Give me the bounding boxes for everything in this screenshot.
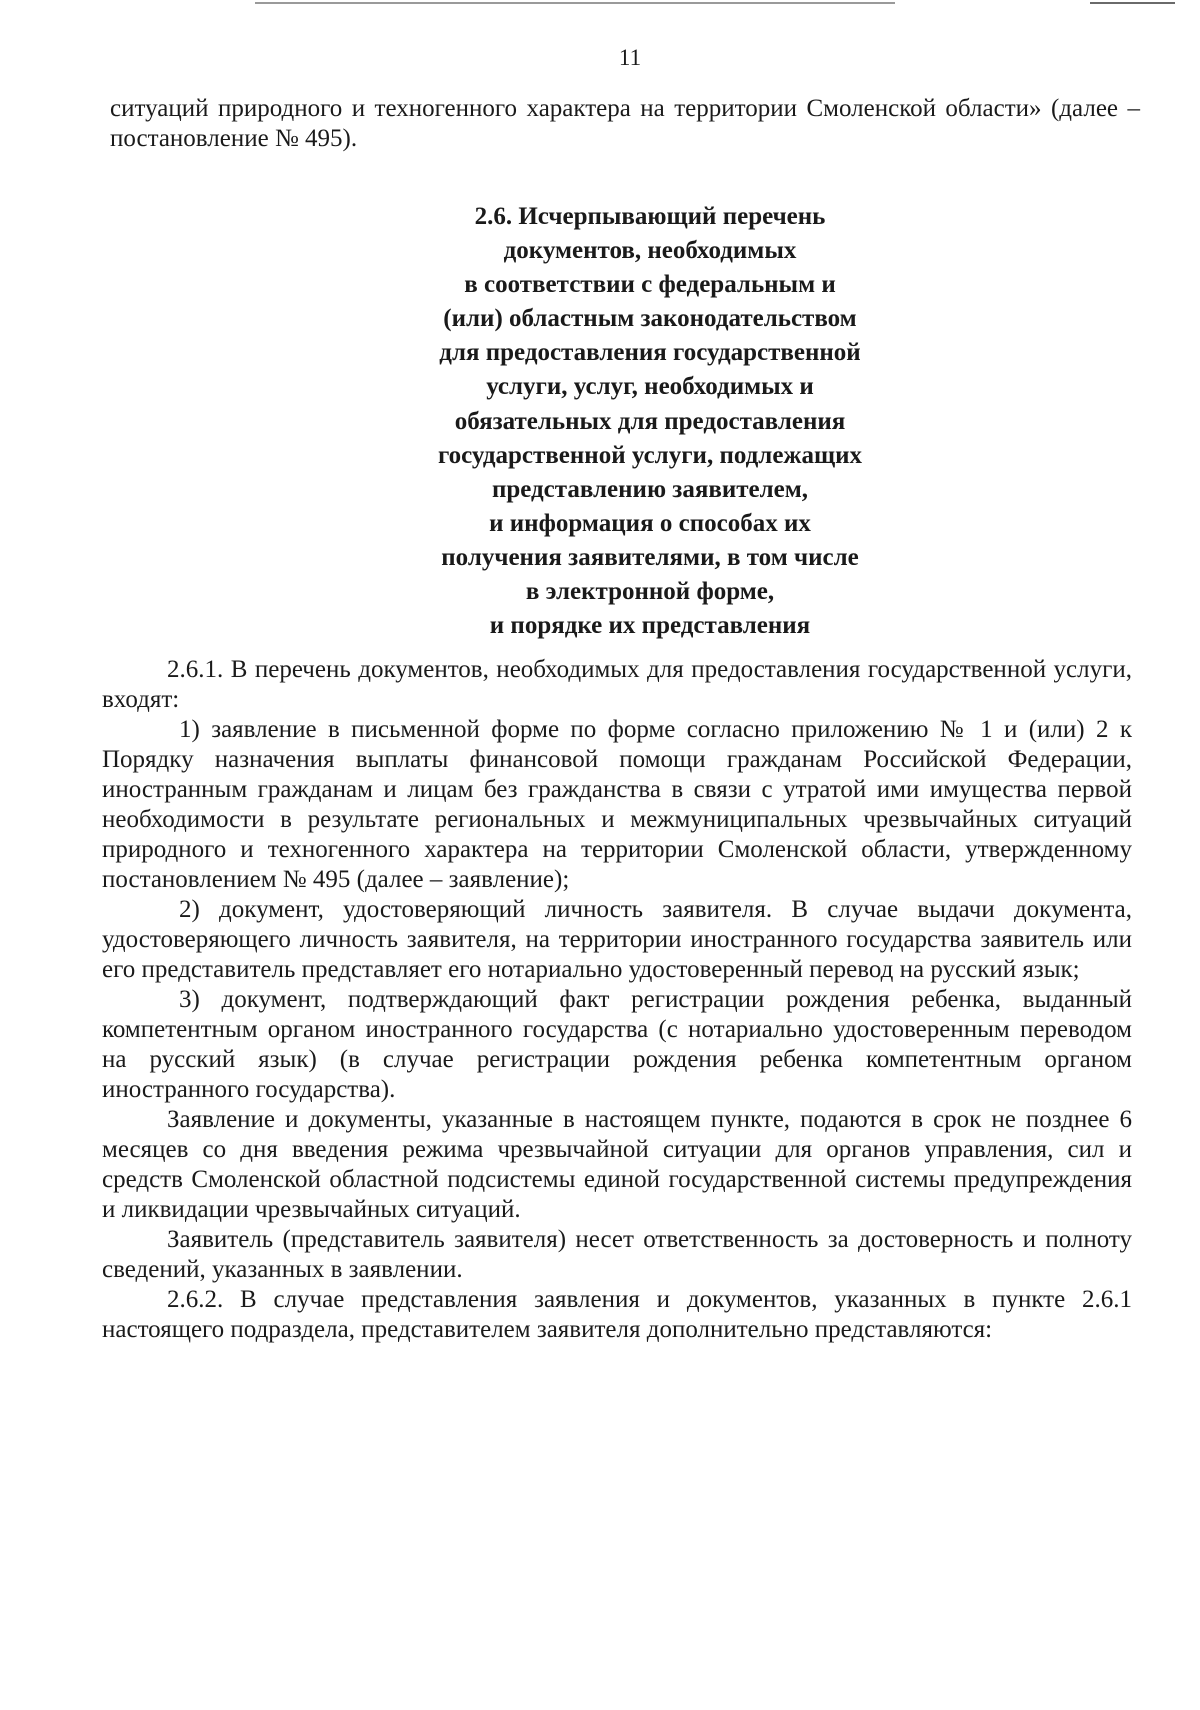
continuation-text: ситуаций природного и техногенного характера на территории Смоленской области» (далее – постановление № 495).	[110, 95, 1140, 152]
list-item-1: 1) заявление в письменной форме по форме согласно приложению № 1 и (или) 2 к Порядку назначения выплаты финансовой помощи гражданам Российской Федерации, иностранным гражданам и лицам без гражданства в связи с утратой ими имущества первой необходимости в результате региональных и межмуниципальных чрезвычайных ситуаций природного и техногенного характера на территории Смоленской области, утвержденному постановлением № 495 (далее – заявление);	[102, 716, 1132, 893]
heading-line: в соответствии с федеральным и	[464, 271, 836, 299]
scan-edge-line	[1090, 2, 1175, 4]
heading-line: и информация о способах их	[489, 509, 811, 537]
document-body	[102, 655, 1132, 1345]
paragraph-deadline: Заявление и документы, указанные в настоящем пункте, подаются в срок не позднее 6 месяцев со дня введения режима чрезвычайной ситуации для органов управления, сил и средств Смоленской областной подсистемы единой государственной системы предупреждения и ликвидации чрезвычайных ситуаций.	[102, 1106, 1132, 1223]
heading-line: (или) областным законодательством	[443, 305, 857, 333]
paragraph-2-6-1: 2.6.1. В перечень документов, необходимых для предоставления государственной услуги, входят:	[102, 656, 1132, 713]
heading-line: представлению заявителем,	[491, 475, 809, 503]
heading-line: обязательных для предоставления	[454, 407, 846, 435]
heading-line: документов, необходимых	[503, 237, 797, 265]
section-heading	[380, 200, 920, 643]
heading-line: 2.6. Исчерпывающий перечень	[474, 203, 826, 230]
list-item-2: 2) документ, удостоверяющий личность заявителя. В случае выдачи документа, удостоверяющего личность заявителя, на территории иностранного государства заявитель или его представитель представляет его нотариально удостоверенный перевод на русский язык;	[102, 896, 1132, 983]
heading-line: услуги, услуг, необходимых и	[486, 373, 814, 401]
paragraph-responsibility: Заявитель (представитель заявителя) несет ответственность за достоверность и полноту сведений, указанных в заявлении.	[102, 1226, 1132, 1283]
page-number: 11	[618, 45, 642, 70]
heading-line: и порядке их представления	[489, 612, 811, 640]
heading-line: государственной услуги, подлежащих	[437, 441, 863, 469]
paragraph-2-6-2: 2.6.2. В случае представления заявления и документов, указанных в пункте 2.6.1 настоящего подраздела, представителем заявителя дополнительно представляются:	[102, 1286, 1132, 1343]
continuation-paragraph	[110, 94, 1140, 154]
list-item-3: 3) документ, подтверждающий факт регистрации рождения ребенка, выданный компетентным органом иностранного государства (с нотариально удостоверенным переводом на русский язык) (в случае регистрации рождения ребенка компетентным органом иностранного государства).	[102, 986, 1132, 1103]
heading-line: для предоставления государственной	[439, 339, 861, 367]
scan-edge-line	[255, 2, 895, 4]
heading-line: получения заявителями, в том числе	[441, 543, 859, 571]
heading-line: в электронной форме,	[525, 578, 775, 606]
